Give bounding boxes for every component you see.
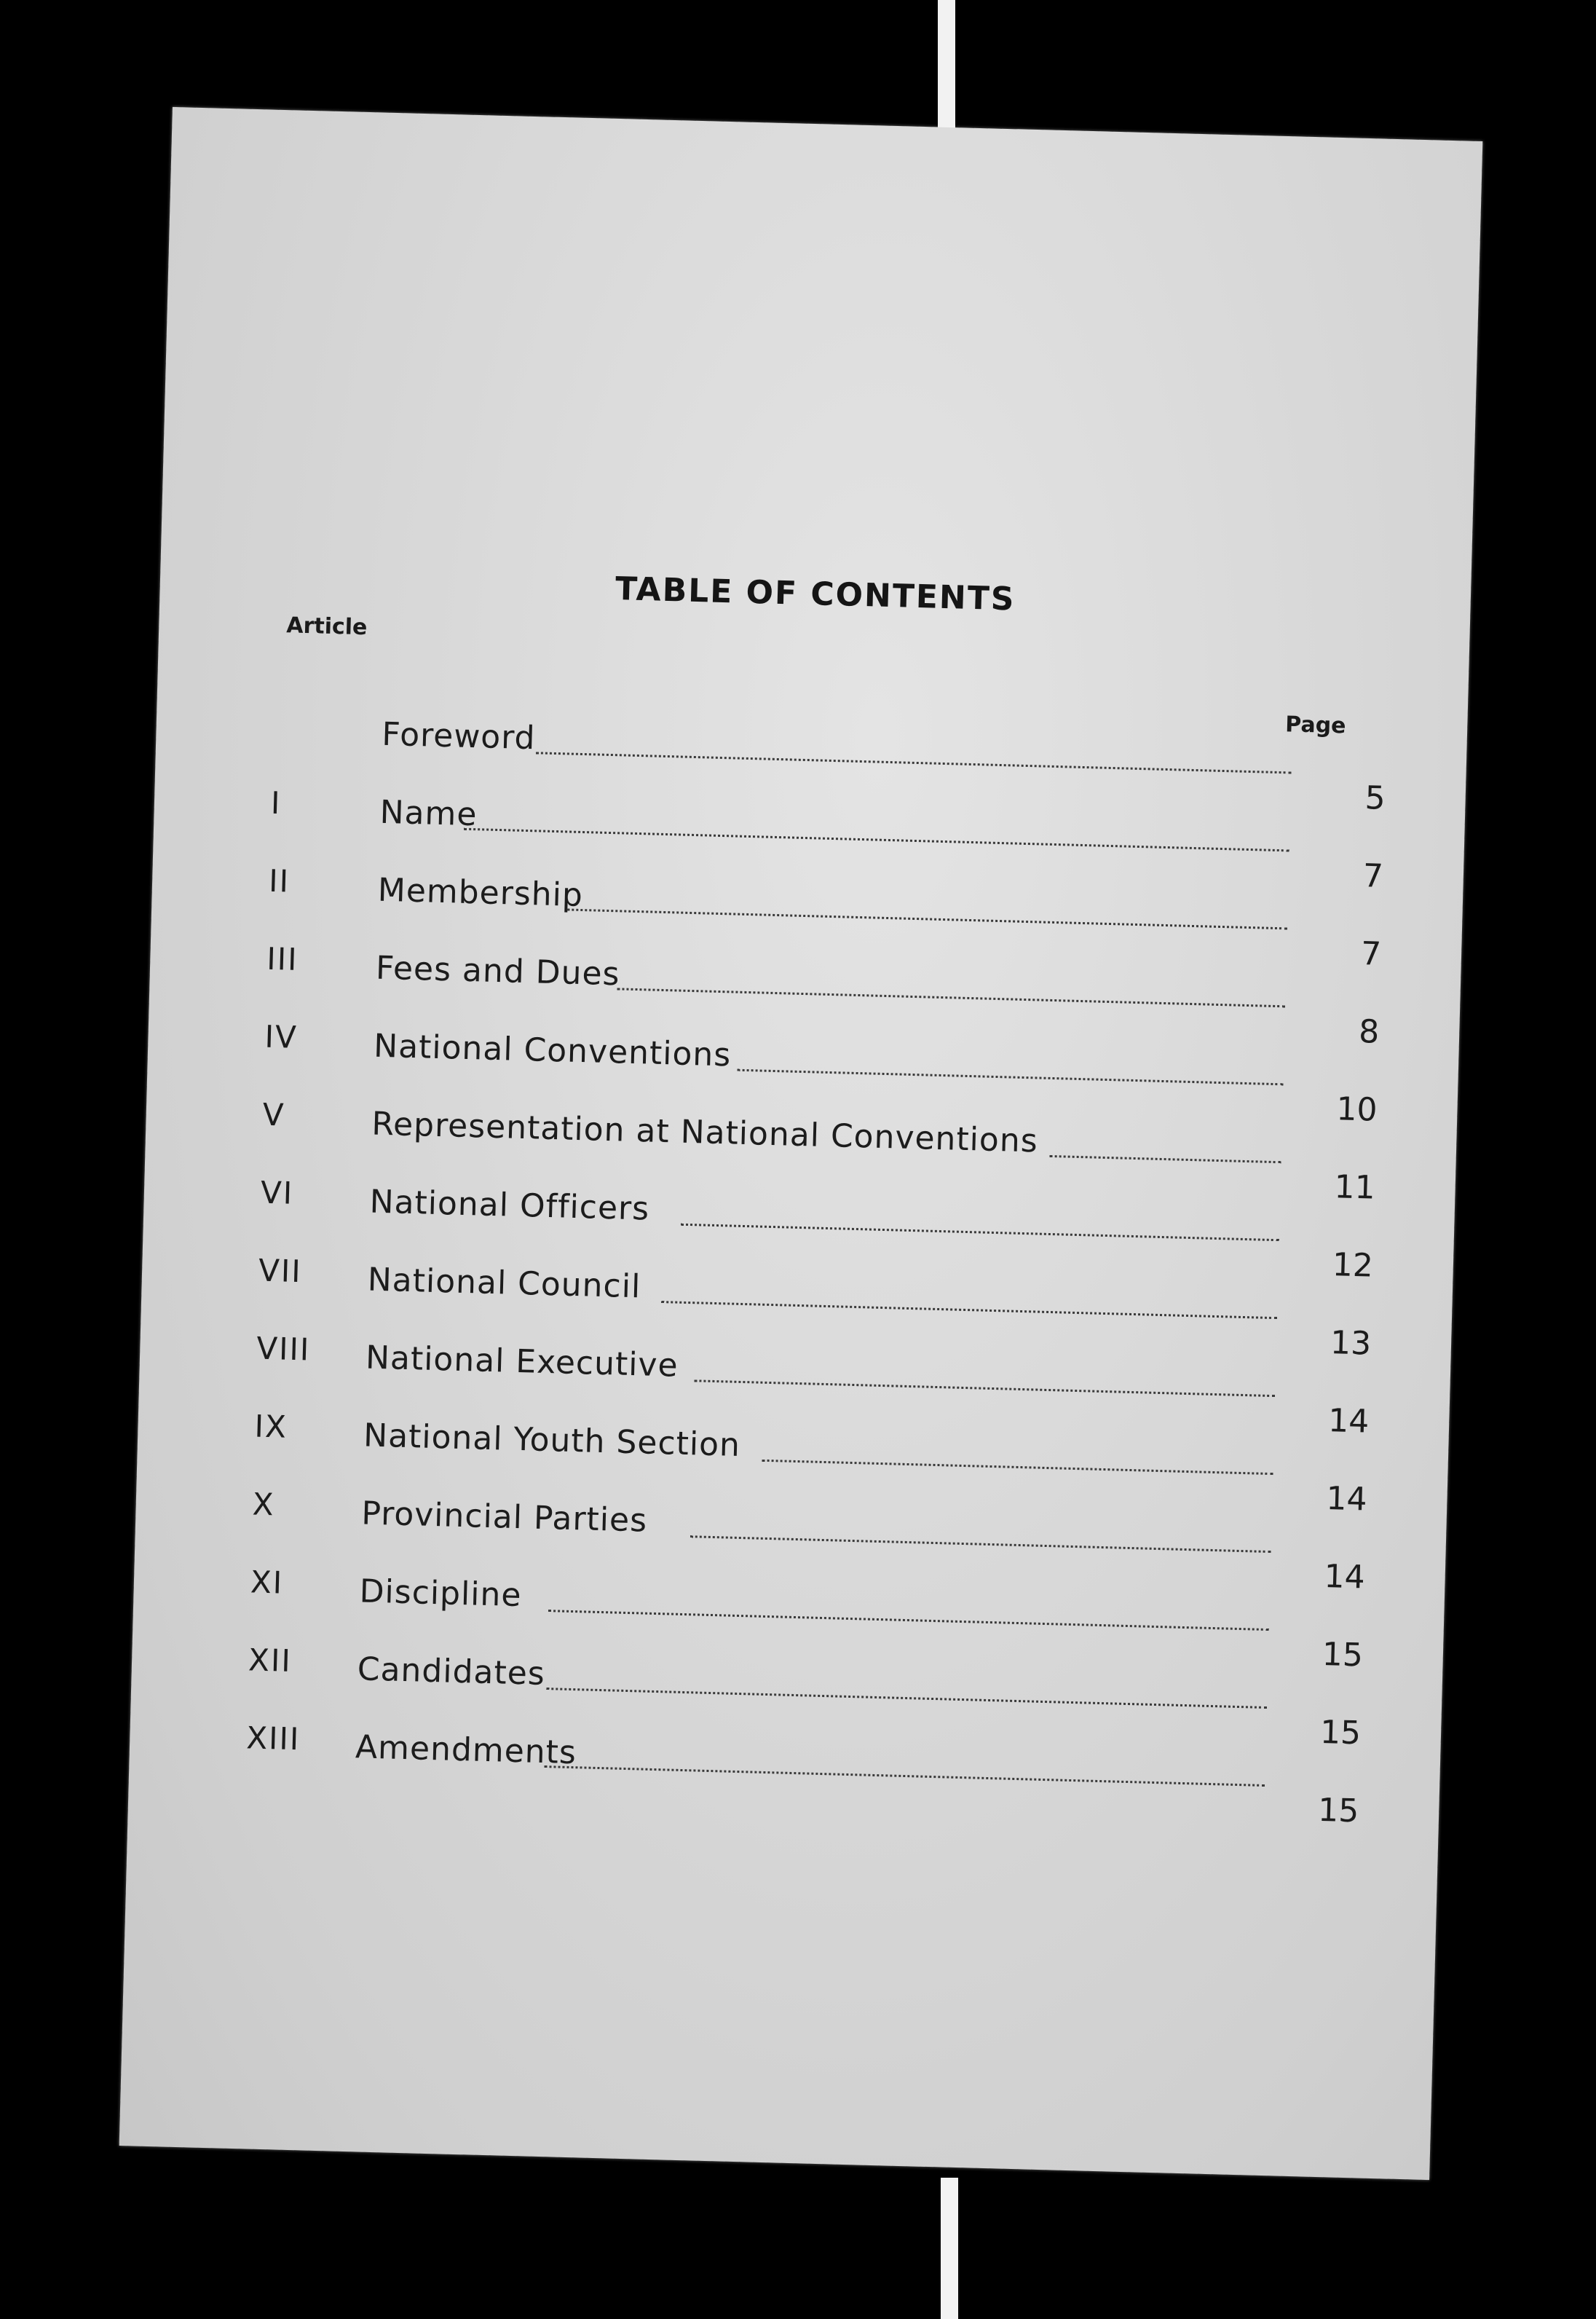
page-number: 8 bbox=[1358, 1013, 1380, 1051]
article-number: II bbox=[268, 862, 291, 899]
page-number: 13 bbox=[1330, 1324, 1372, 1363]
page-number: 11 bbox=[1334, 1168, 1376, 1207]
article-title: Fees and Dues bbox=[375, 949, 621, 993]
article-number: XII bbox=[248, 1642, 293, 1679]
dot-leader bbox=[546, 1688, 1267, 1709]
table-of-contents-list bbox=[245, 707, 1387, 1830]
article-column-header: Article bbox=[285, 613, 368, 641]
article-title: Discipline bbox=[359, 1572, 523, 1615]
dot-leader bbox=[661, 1301, 1277, 1319]
page-number: 14 bbox=[1324, 1558, 1366, 1596]
page-title: TABLE OF CONTENTS bbox=[615, 570, 1016, 618]
dot-leader bbox=[762, 1460, 1273, 1475]
dot-leader bbox=[548, 1610, 1269, 1631]
dot-leader bbox=[1050, 1155, 1281, 1163]
article-number: III bbox=[266, 940, 299, 977]
article-title: Name bbox=[379, 793, 478, 834]
page-number: 12 bbox=[1332, 1246, 1374, 1285]
article-title: National Officers bbox=[369, 1183, 650, 1228]
page-number: 15 bbox=[1322, 1635, 1364, 1674]
page-number: 5 bbox=[1364, 779, 1386, 817]
page-number: 7 bbox=[1360, 935, 1382, 973]
article-title: National Executive bbox=[365, 1339, 679, 1385]
article-title: Candidates bbox=[357, 1650, 546, 1693]
dot-leader bbox=[566, 908, 1287, 929]
page-number: 14 bbox=[1327, 1402, 1370, 1441]
article-number: XI bbox=[250, 1564, 284, 1601]
article-number: X bbox=[252, 1486, 276, 1523]
page-column-header: Page bbox=[1284, 712, 1346, 739]
dot-leader bbox=[464, 828, 1289, 852]
page-number: 15 bbox=[1319, 1713, 1362, 1752]
article-title: National Conventions bbox=[373, 1027, 732, 1074]
article-title: National Youth Section bbox=[363, 1417, 741, 1464]
dot-leader bbox=[690, 1535, 1271, 1553]
article-title: Amendments bbox=[355, 1728, 577, 1772]
article-title: Representation at National Conventions bbox=[371, 1105, 1039, 1160]
article-number: IV bbox=[264, 1018, 299, 1055]
dot-leader bbox=[694, 1379, 1275, 1397]
article-number: XIII bbox=[245, 1720, 301, 1757]
article-number bbox=[273, 707, 360, 709]
document-page bbox=[119, 107, 1483, 2180]
article-number: IX bbox=[253, 1408, 288, 1445]
article-number: I bbox=[270, 784, 283, 822]
dot-leader bbox=[738, 1069, 1284, 1086]
article-title: Provincial Parties bbox=[360, 1495, 648, 1540]
film-strip-bar-bottom bbox=[941, 2178, 958, 2319]
page-number: 15 bbox=[1317, 1791, 1359, 1830]
article-number: VI bbox=[260, 1174, 294, 1211]
page-number: 7 bbox=[1362, 857, 1384, 895]
article-title: National Council bbox=[367, 1261, 641, 1306]
dot-leader bbox=[617, 988, 1285, 1007]
article-title: Membership bbox=[377, 871, 584, 915]
article-number: V bbox=[262, 1096, 286, 1133]
page-number: 10 bbox=[1335, 1090, 1378, 1129]
dot-leader bbox=[544, 1765, 1265, 1787]
article-number: VIII bbox=[256, 1330, 311, 1368]
dot-leader bbox=[681, 1224, 1279, 1242]
page-number: 14 bbox=[1325, 1480, 1368, 1519]
dot-leader bbox=[536, 752, 1292, 773]
article-number: VII bbox=[258, 1252, 303, 1290]
article-title: Foreword bbox=[381, 715, 537, 757]
